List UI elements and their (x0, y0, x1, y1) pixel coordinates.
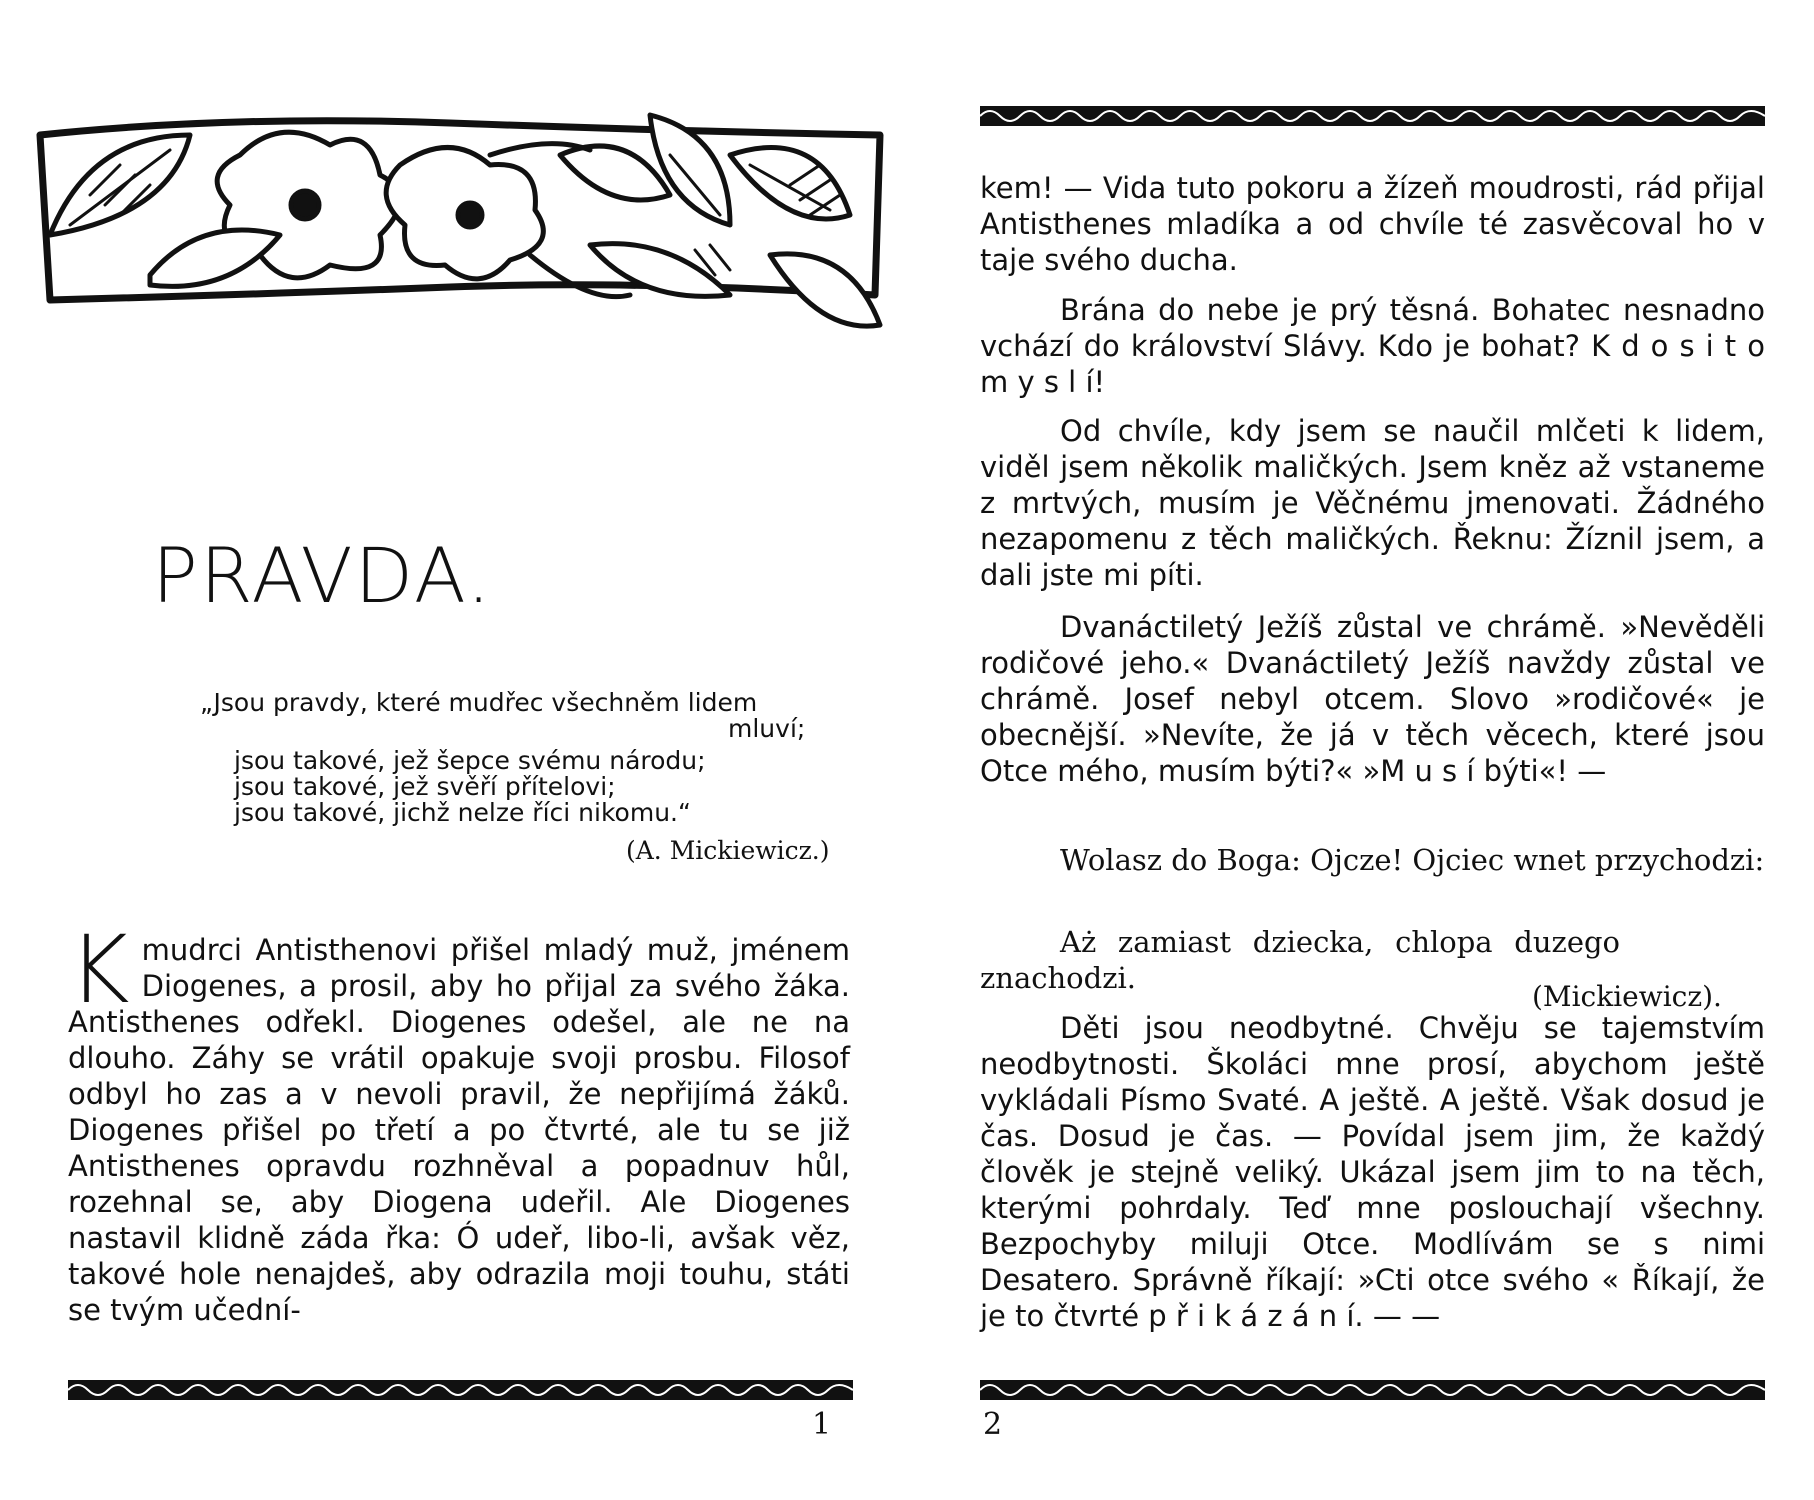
page-number: 1 (812, 1407, 832, 1442)
polish-verse-line-1: Wolasz do Boga: Ojcze! Ojciec wnet przychodzi: (1060, 843, 1765, 877)
right-page (907, 0, 1814, 1500)
epigraph-line-1: „Jsou pravdy, které mudřec všechněm lidem (200, 688, 758, 717)
page-number: 2 (983, 1407, 1003, 1442)
verse-attribution: (Mickiewicz). (1532, 980, 1722, 1013)
paragraph: kem! — Vida tuto pokoru a žízeň moudrosti, rád přijal Antisthenes mladíka a od chvíle té zasvěcoval ho v taje svého ducha. (980, 171, 1765, 277)
epigraph-attribution: (A. Mickiewicz.) (626, 836, 830, 865)
body-paragraph: mudrci Antisthenovi přišel mladý muž, jménem Diogenes, a prosil, aby ho přijal za svého žáka. Antisthenes odřekl. Diogenes odešel, ale ne na dlouho. Záhy se vrátil opakuje svoji prosbu. Filosof odbyl ho zas a v nevoli pravil, že nepřijímá žáků. Diogenes přišel po třetí a po čtvrté, ale tu se již Antisthenes opravdu rozhněval a popadnuv hůl, rozehnal se, aby Diogena udeřil. Ale Diogenes nastavil klidně záda řka: Ó udeř, libo-li, avšak věz, takové hole nenajdeš, aby odrazila moji touhu, státi se tvým učední- (68, 933, 850, 1327)
braided-border-icon (980, 106, 1765, 126)
drop-cap: K (68, 916, 130, 1025)
paragraph: Brána do nebe je prý těsná. Bohatec nesnadno vchází do království Slávy. Kdo je bohat? K d o s i t o m y s l í! (980, 293, 1765, 399)
floral-vignette-icon (30, 95, 890, 395)
polish-verse-line-2: Aż zamiast dziecka, chlopa duzego znachodzi. (980, 925, 1620, 995)
epigraph-line-2: jsou takové, jež šepce svému národu; (234, 746, 706, 775)
epigraph-line-3: jsou takové, jež svěří přítelovi; (234, 772, 616, 801)
braided-border-icon (980, 1380, 1765, 1400)
page-title: PRAVDA. (152, 531, 493, 620)
paragraph: Dvanáctiletý Ježíš zůstal ve chrámě. »Nevěděli rodičové jeho.« Dvanáctiletý Ježíš navždy zůstal ve chrámě. Josef nebyl otcem. Slovo »rodičové« je obecnější. »Nevíte, že já v těch věcech, které jsou Otce mého, musím býti?« »M u s í býti«! — (980, 610, 1765, 788)
body-text (68, 916, 850, 1328)
epigraph-line-1-continuation: mluví; (728, 714, 806, 743)
epigraph-line-4: jsou takové, jichž nelze říci nikomu.“ (234, 798, 691, 827)
braided-border-icon (68, 1380, 853, 1400)
paragraph: Od chvíle, kdy jsem se naučil mlčeti k lidem, viděl jsem několik maličkých. Jsem kněz až vstaneme z mrtvých, musím je Věčnému jmenovati. Žádného nezapomenu z těch maličkých. Řeknu: Žíznil jsem, a dali jste mi píti. (980, 414, 1765, 592)
paragraph: Děti jsou neodbytné. Chvěju se tajemstvím neodbytnosti. Školáci mne prosí, abychom ještě vykládali Písmo Svaté. A ještě. A ještě. Však dosud je čas. Dosud je čas. — Povídal jsem jim, že každý člověk je stejně veliký. Ukázal jsem jim to na těch, kterými pohrdaly. Teď mne poslouchají všechny. Bezpochyby miluji Otce. Modlívám se s nimi Desatero. Správně říkají: »Cti otce svého « Říkají, že je to čtvrté p ř i k á z á n í. — — (980, 1011, 1765, 1333)
